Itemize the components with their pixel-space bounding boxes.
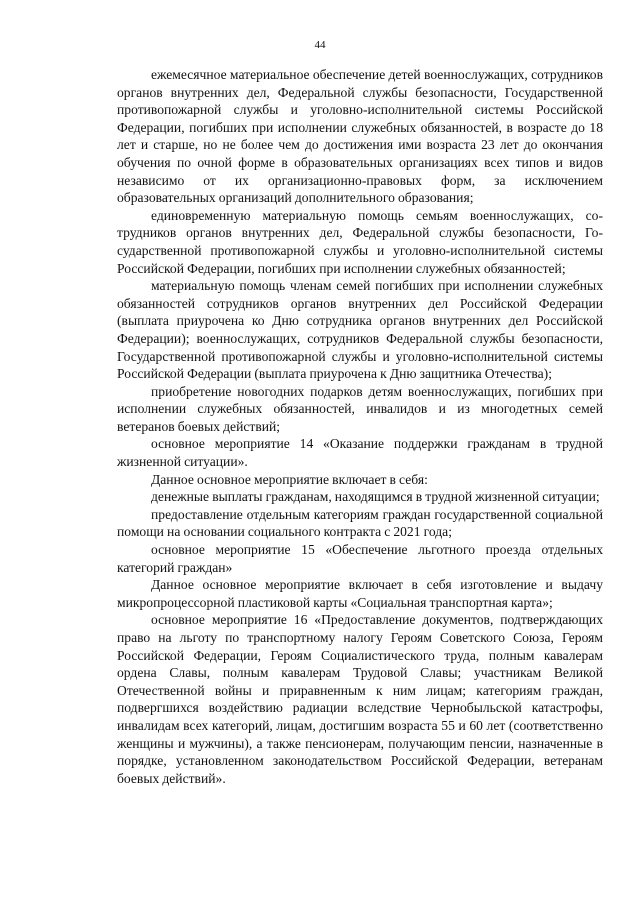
document-body (117, 66, 603, 787)
paragraph-measure-14: основное мероприятие 14 «Оказание поддержки гражданам в трудной жизненной ситуации». (117, 436, 603, 470)
page-number: 44 (314, 39, 326, 51)
paragraph-monthly-support: ежемесячное материальное обеспечение детей военнослужащих, сотрудников органов внутренних дел, Федеральной службы безопасности, Государственной противопожарной службы и уголовно-исполнительной системы Российской Федерации, погибших при исполнении служебных обязанностей, в возрасте до 18 лет и старше, но не более чем до достижения ими возраста 23 лет до окончания обучения по очной форме в образовательных организациях всех типов и видов независимо от их организационно-правовых форм, за исключением образовательных организаций дополнительного образования; (117, 67, 603, 206)
paragraph-measure-16: основное мероприятие 16 «Предоставление документов, подтверждающих право на льготу по транспортному налогу Героям Советского Союза, Героям Российской Федерации, Героям Социалистического труда, полным кавалерам ордена Славы, полным кавалерам Трудовой Славы; участникам Великой Отечественной войны и приравненным к ним лицам; категориям граждан, подвергшихся воздействию радиации вследствие Чернобыльской катастрофы, инвалидам всех категорий, лицам, достигшим возраста 55 и 60 лет (соответственно женщины и мужчины), а также пенсионерам, получающим пенсии, назначенные в порядке, установленном законодательством Российской Федерации, ветеранам боевых действий». (117, 612, 603, 786)
paragraph-social-contract: предоставление отдельным категориям граждан государственной социальной помощи на основании социального контракта с 2021 года; (117, 506, 603, 540)
paragraph-measure-15: основное мероприятие 15 «Обеспечение льготного проезда отдельных категорий граждан» (117, 542, 603, 575)
paragraph-cash-payments: денежные выплаты гражданам, находящимся в трудной жизненной ситуации; (151, 489, 600, 505)
paragraph-measure-14-includes: Данное основное мероприятие включает в себя: (151, 471, 428, 487)
paragraph-transport-card: Данное основное мероприятие включает в себя изготовление и выдачу микропроцессорной пластиковой карты «Социальная транспортная карта»; (117, 577, 603, 610)
paragraph-family-assistance: материальную помощь членам семей погибших при исполнении служебных обязанностей сотрудников органов внутренних дел Российской Федерации (выплата приурочена ко Дню сотрудника органов внутренних дел Российской Федерации); военнослужащих, сотрудников Федеральной службы безопасности, Государственной противопожарной службы и уголовно-исполнительной системы Российской Федерации (выплата приурочена к Дню защитника Отечества); (117, 278, 603, 382)
paragraph-new-year-gifts: приобретение новогодних подарков детям военнослужащих, погибших при исполнении служебных обязанностей, инвалидов и из многодетных семей ветеранов боевых действий; (117, 383, 603, 434)
paragraph-one-time-assistance: единовременную материальную помощь семьям военнослужащих, сотрудников органов внутренних дел, Федеральной службы безопасности, Государственной противопожарной службы и уголовно-исполнительной системы Российской Федерации, погибших при исполнении служебных обязанностей; (117, 207, 603, 276)
